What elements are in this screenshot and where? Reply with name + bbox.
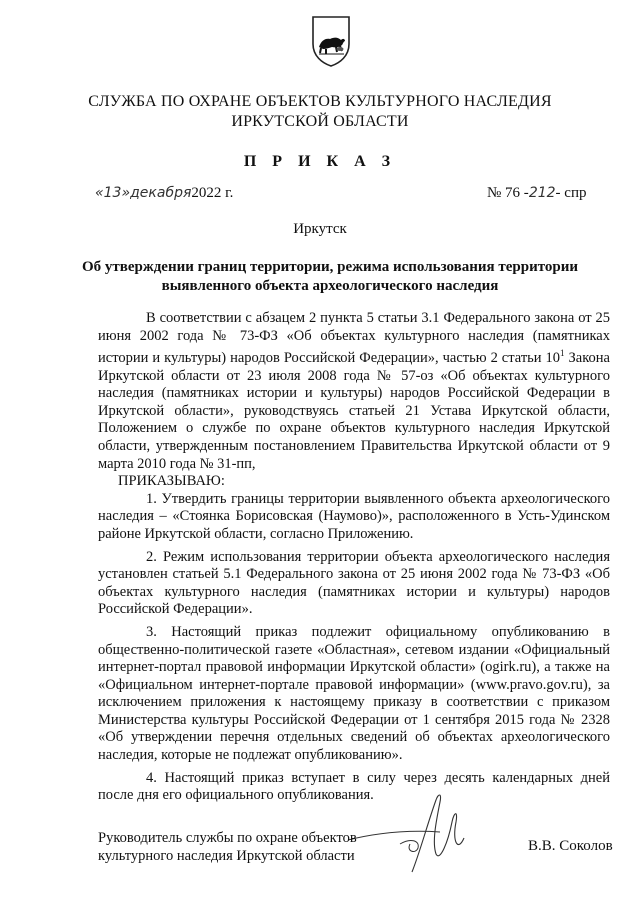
- document-number: [487, 185, 586, 202]
- signatory-position: [98, 829, 357, 865]
- order-item-3: 3. Настоящий приказ подлежит официальному опубликованию в общественно-политической газете «Областная», сетевом издании «Официальный интернет-портал правовой информации Иркутской области» (ogirk.ru), а также на «Официальном интернет-портале правовой информации» (www.pravo.gov.ru), за исключением приложения к настоящему приказу в соответствии с приказом Министерства культуры Российской Федерации от 1 сентября 2015 года № 2328 «Об утверждении перечня отдельных сведений об объектах археологического наследия, которые не подлежат опубликованию».: [98, 623, 610, 764]
- number-prefix: № 76 -: [487, 185, 529, 201]
- city: Иркутск: [293, 221, 347, 237]
- handwritten-signature-icon: [340, 782, 490, 878]
- organization-name-line1: СЛУЖБА ПО ОХРАНЕ ОБЪЕКТОВ КУЛЬТУРНОГО НАСЛЕДИЯ: [88, 93, 552, 110]
- order-item-1: 1. Утвердить границы территории выявленного объекта археологического наследия – «Стоянка Борисовская (Наумово)», расположенного в Усть-Удинском районе Иркутской области, согласно Приложению.: [98, 490, 610, 542]
- date-open-quote: «: [95, 185, 104, 201]
- number-handwritten: 212: [528, 185, 556, 201]
- signatory-position-line1: Руководитель службы по охране объектов: [98, 830, 357, 846]
- date-month: декабря: [130, 185, 192, 201]
- order-item-4: 4. Настоящий приказ вступает в силу через десять календарных дней после дня его официального опубликования.: [98, 769, 610, 804]
- organization-name-line2: ИРКУТСКОЙ ОБЛАСТИ: [231, 113, 409, 130]
- signatory-position-line2: культурного наследия Иркутской области: [98, 848, 355, 864]
- date-close-quote: »: [121, 185, 131, 201]
- number-suffix: - спр: [555, 185, 587, 201]
- date-year: 2022 г.: [191, 185, 234, 201]
- preamble-paragraph: [98, 310, 610, 473]
- signatory-name: В.В. Соколов: [528, 838, 613, 854]
- title-line1: Об утверждении границ территории, режима использования территории: [81, 259, 579, 275]
- preamble-text-rest: Закона Иркутской области от 23 июля 2008 года № 57-оз «Об объектах культурного наследия (памятниках истории и культуры) народов Российской Федерации в Иркутской области», руководствуясь статьей 21 Устава Иркутской области, Положением о службе по охране объектов культурного наследия Иркутской области, утвержденным постановлением Правительства Иркутской области от 9 марта 2010 года № 31-пп,: [98, 350, 610, 472]
- title-line2: выявленного объекта археологического наследия: [161, 278, 499, 294]
- document-type: П Р И К А З: [243, 153, 397, 170]
- order-word: ПРИКАЗЫВАЮ:: [118, 473, 225, 490]
- preamble-superscript: 1: [560, 348, 565, 359]
- document-body: [98, 310, 610, 805]
- date-day: 13: [103, 185, 122, 201]
- document-title: [60, 258, 600, 296]
- coat-of-arms-icon: [310, 14, 352, 68]
- order-item-2: 2. Режим использования территории объекта археологического наследия установлен статьей 5.1 Федерального закона от 25 июня 2002 года № 73-ФЗ «Об объектах культурного наследия (памятниках истории и культуры) народов Российской Федерации».: [98, 548, 610, 618]
- preamble-text: В соответствии с абзацем 2 пункта 5 статьи 3.1 Федерального закона от 25 июня 2002 года № 73-ФЗ «Об объектах культурного наследия (памятниках истории и культуры) народов Российской Федерации», частью 2 статьи 10: [98, 310, 610, 367]
- document-date: [95, 185, 233, 202]
- organization-name: [0, 92, 640, 132]
